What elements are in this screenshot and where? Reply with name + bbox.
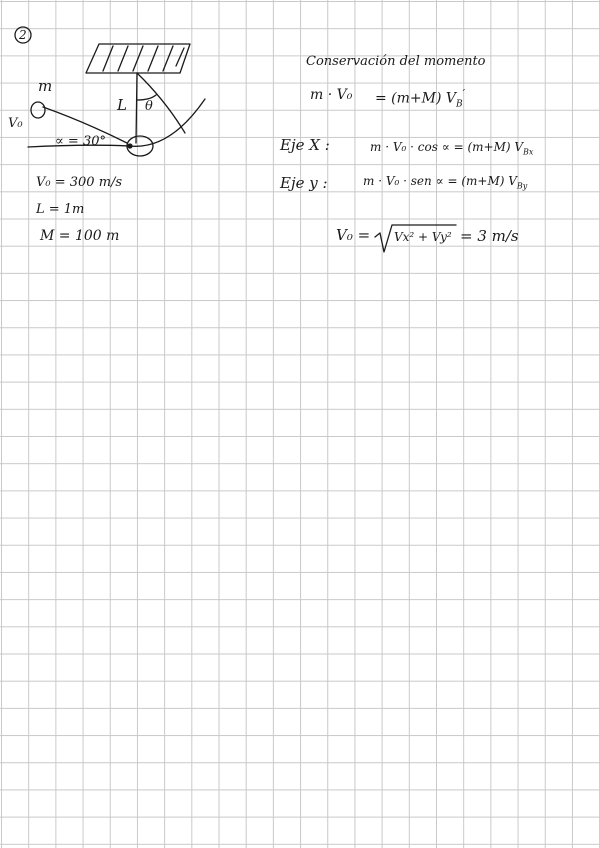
ceiling-hatching <box>103 46 184 71</box>
axis-x-sub: Bx <box>523 147 534 157</box>
given-length: L = 1m <box>36 202 85 217</box>
momentum-left: m · V₀ <box>310 87 353 103</box>
problem-number: 2 <box>19 28 27 42</box>
conservation-heading: Conservación del momento <box>306 54 486 69</box>
result-right: = 3 m/s <box>460 227 519 245</box>
result-radicand: Vx² + Vy² <box>394 230 452 244</box>
axis-y-label: Eje y : <box>280 174 328 192</box>
axis-y-equation <box>363 175 527 190</box>
given-mass: M = 100 m <box>40 228 120 244</box>
length-label: L <box>117 96 127 114</box>
momentum-sub: B <box>456 99 463 110</box>
result-left: V₀ = <box>336 226 371 244</box>
incoming-angle-label: ∝ = 30° <box>55 134 106 149</box>
momentum-prime: ′ <box>462 87 466 100</box>
axis-x-label: Eje X : <box>280 136 330 154</box>
small-mass-circle <box>31 102 45 118</box>
theta-label: θ <box>145 99 153 114</box>
momentum-equation <box>375 88 465 109</box>
velocity-label: V₀ <box>8 116 23 131</box>
axis-y-sub: By <box>516 181 528 191</box>
momentum-rhs: = (m+M) V <box>375 90 457 107</box>
pendulum-string <box>136 73 137 143</box>
axis-y-eq: m · V₀ · sen ∝ = (m+M) V <box>363 174 517 188</box>
impact-point <box>128 144 132 148</box>
axis-x-equation <box>370 141 533 156</box>
axis-x-eq: m · V₀ · cos ∝ = (m+M) V <box>370 140 524 154</box>
small-mass-label: m <box>38 77 53 95</box>
given-velocity: V₀ = 300 m/s <box>36 175 123 190</box>
